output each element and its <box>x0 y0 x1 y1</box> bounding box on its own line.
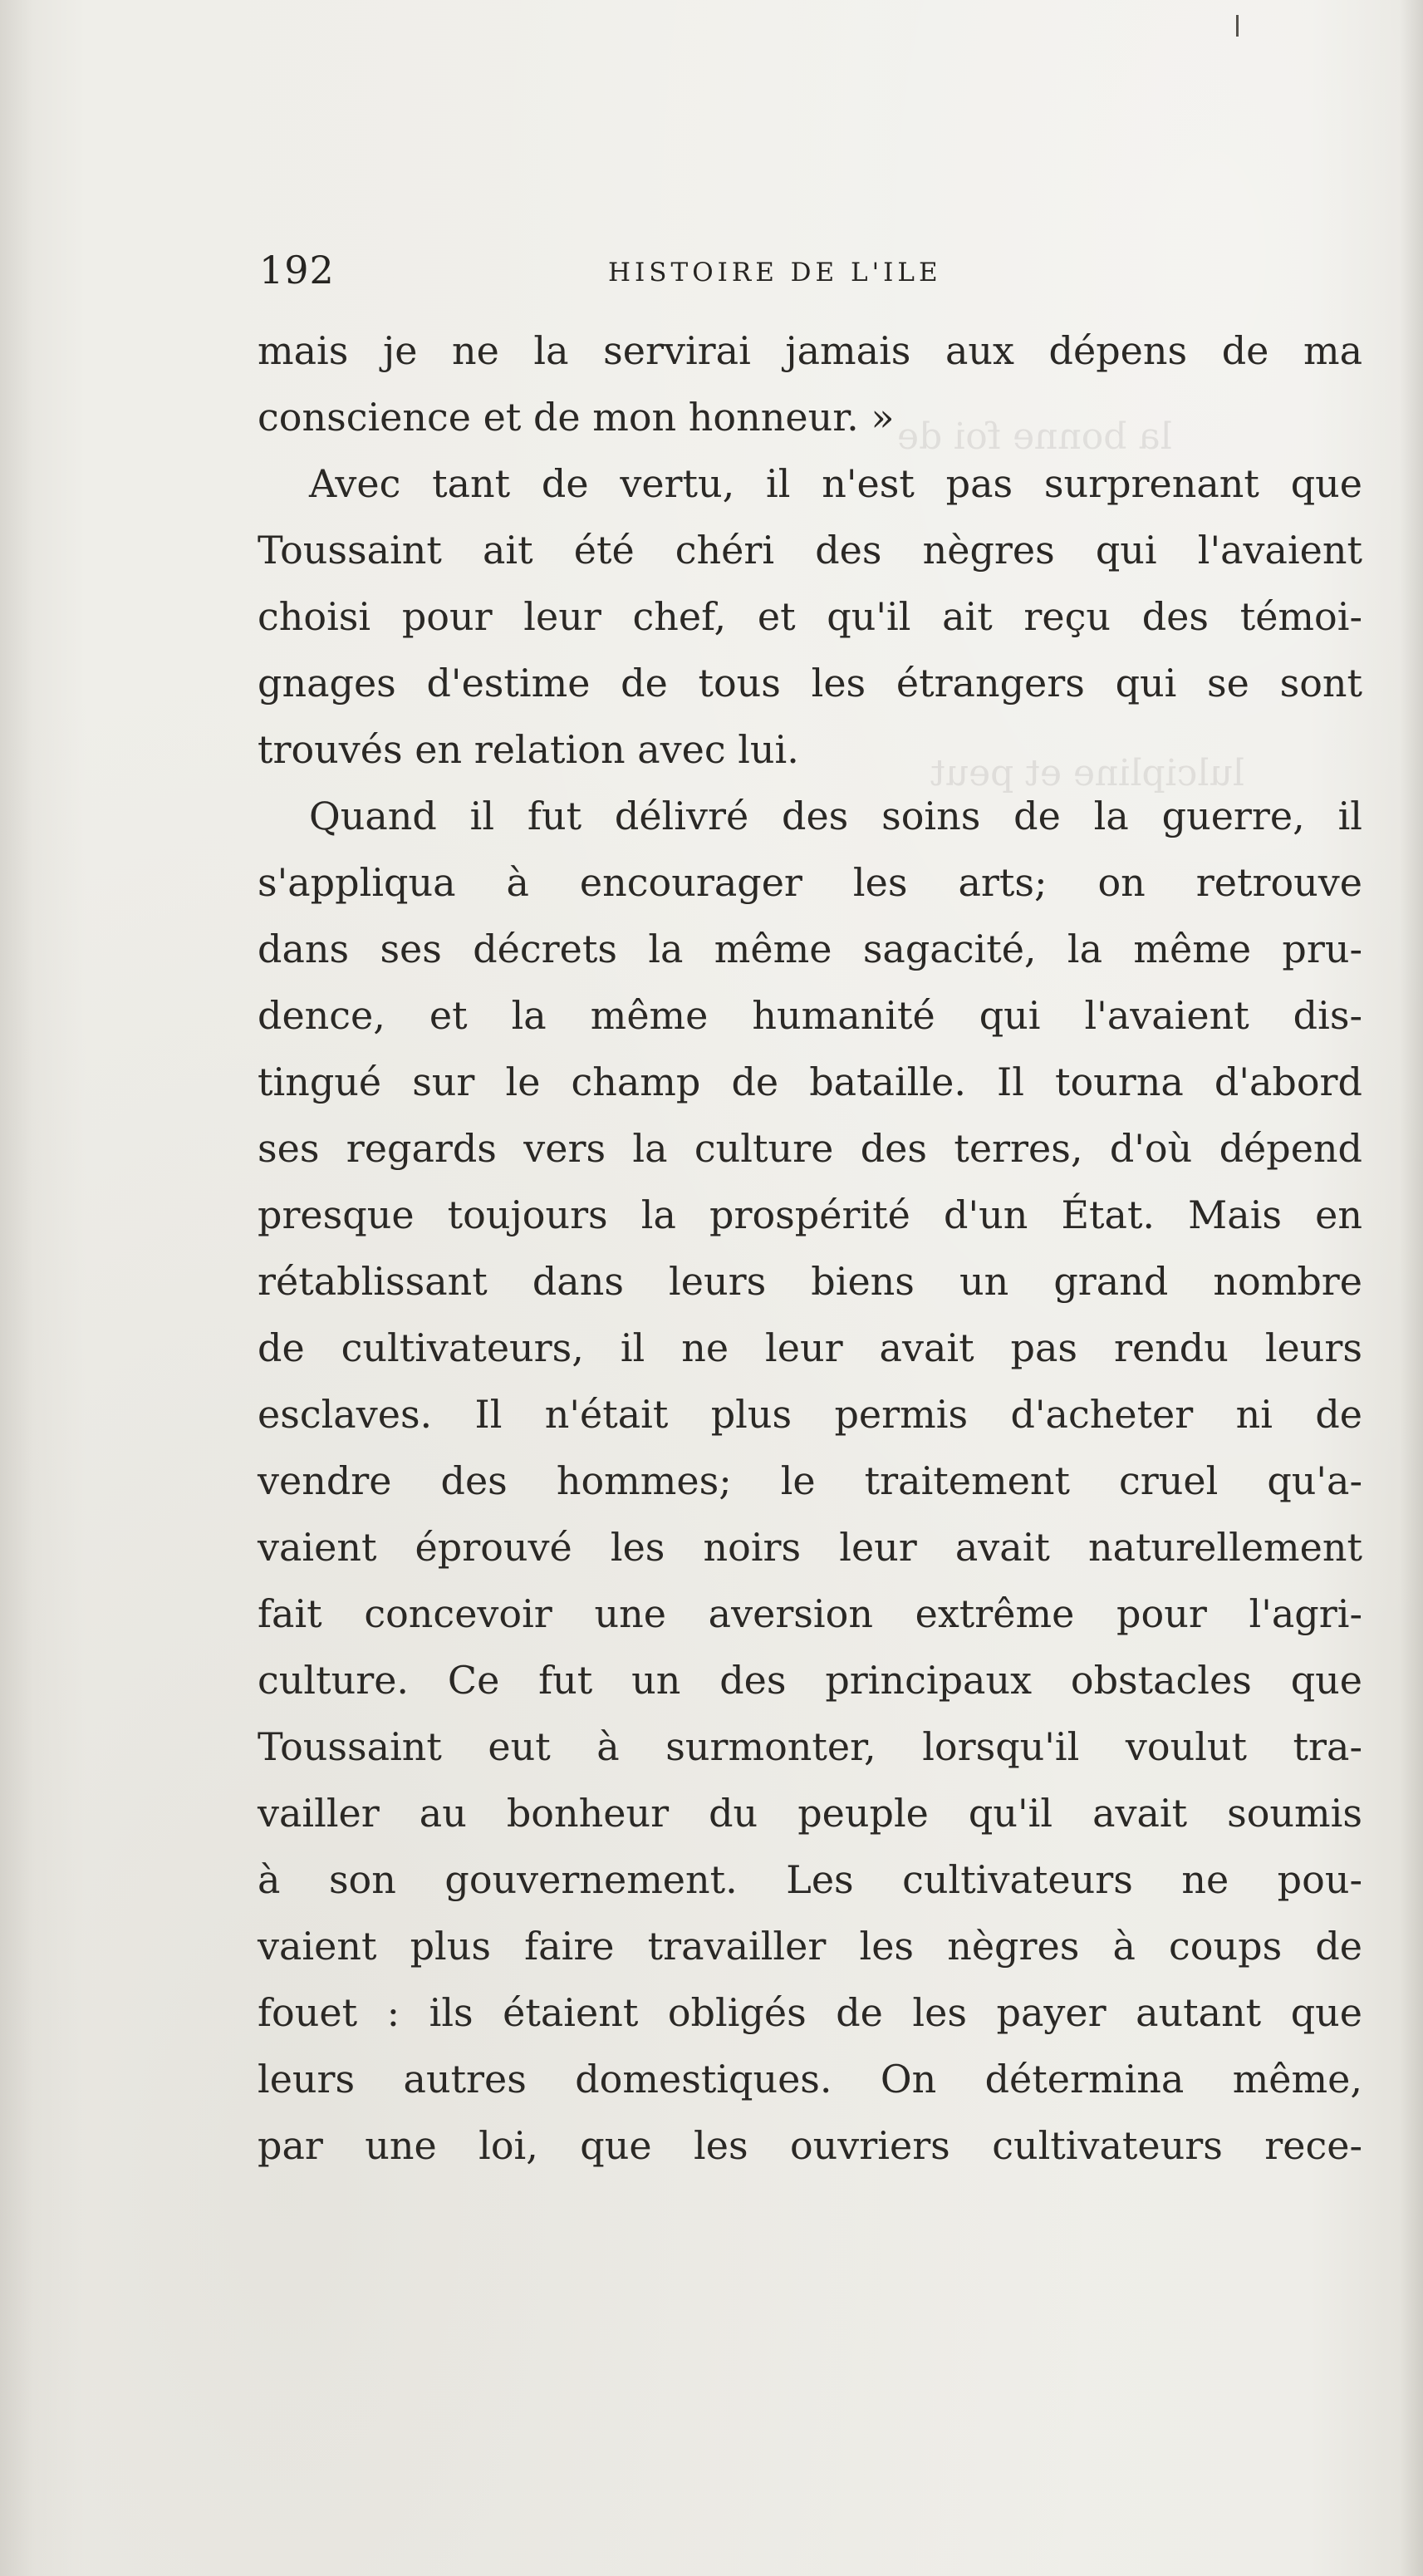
text-line: Quand il fut délivré des soins de la guerre, il <box>309 794 1362 838</box>
top-margin-mark <box>1236 15 1239 37</box>
text-line: vaient plus faire travailler les nègres à coups de <box>258 1924 1362 1969</box>
body-text <box>258 317 1362 2179</box>
page-right-edge-shading <box>1400 0 1423 2576</box>
text-line: ses regards vers la culture des terres, d'où dépend <box>258 1126 1362 1171</box>
text-line: Toussaint eut à surmonter, lorsqu'il voulut tra- <box>258 1724 1362 1769</box>
text-line: trouvés en relation avec lui. <box>258 727 799 772</box>
text-line: tingué sur le champ de bataille. Il tourna d'abord <box>258 1059 1362 1104</box>
text-line: conscience et de mon honneur. » <box>258 395 895 440</box>
text-line: fouet : ils étaient obligés de les payer autant que <box>258 1990 1362 2035</box>
text-line: presque toujours la prospérité d'un État. Mais en <box>258 1192 1362 1237</box>
text-line: fait concevoir une aversion extrême pour l'agri- <box>258 1591 1362 1636</box>
text-line: dans ses décrets la même sagacité, la même pru- <box>258 927 1362 971</box>
text-line: à son gouvernement. Les cultivateurs ne pou- <box>258 1857 1362 1902</box>
text-line: Toussaint ait été chéri des nègres qui l'avaient <box>258 528 1362 573</box>
text-line: par une loi, que les ouvriers cultivateurs rece- <box>258 2123 1362 2168</box>
text-line: gnages d'estime de tous les étrangers qui se sont <box>258 661 1362 705</box>
text-line: mais je ne la servirai jamais aux dépens de ma <box>258 328 1362 373</box>
page-number: 192 <box>259 248 335 293</box>
text-line: vendre des hommes; le traitement cruel qu'a- <box>258 1458 1362 1503</box>
text-line: choisi pour leur chef, et qu'il ait reçu des témoi- <box>258 594 1362 639</box>
text-line: dence, et la même humanité qui l'avaient dis- <box>258 993 1362 1038</box>
text-line: s'appliqua à encourager les arts; on retrouve <box>258 860 1362 905</box>
text-line: Avec tant de vertu, il n'est pas surprenant que <box>309 461 1362 506</box>
show-through-text: la bonne foi de <box>897 415 1172 458</box>
text-line: vaient éprouvé les noirs leur avait naturellement <box>258 1525 1362 1570</box>
running-header <box>259 248 1364 297</box>
text-line: de cultivateurs, il ne leur avait pas rendu leurs <box>258 1325 1362 1370</box>
text-line: rétablissant dans leurs biens un grand nombre <box>258 1259 1362 1304</box>
page-left-edge-shading <box>0 0 33 2576</box>
show-through-text: lulcipline et peut <box>930 752 1244 794</box>
text-line: culture. Ce fut un des principaux obstacles que <box>258 1658 1362 1703</box>
text-line: leurs autres domestiques. On détermina même, <box>258 2057 1362 2102</box>
text-line: vailler au bonheur du peuple qu'il avait soumis <box>258 1791 1362 1836</box>
running-head-title: HISTOIRE DE L'ILE <box>608 258 942 288</box>
text-line: esclaves. Il n'était plus permis d'acheter ni de <box>258 1392 1362 1437</box>
